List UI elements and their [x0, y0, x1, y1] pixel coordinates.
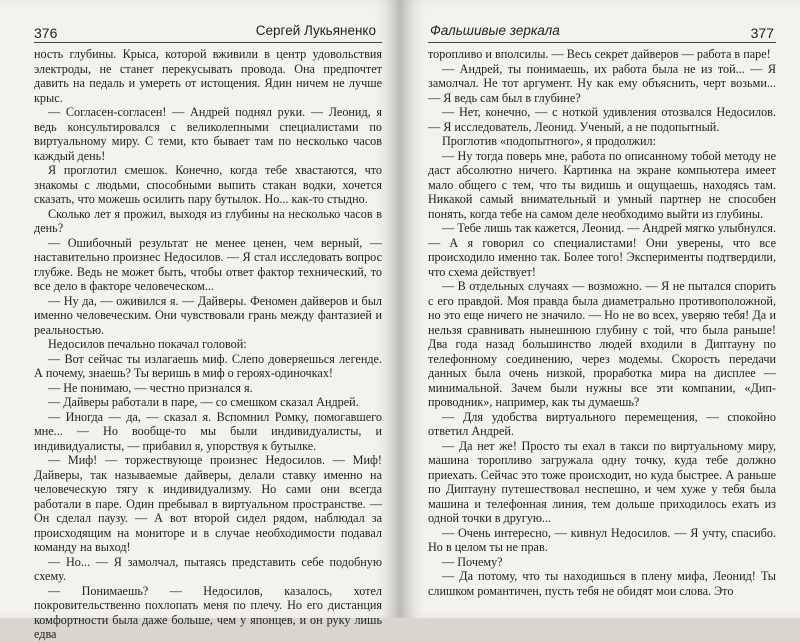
- paragraph: — Миф! — торжествующе произнес Недосилов. — Миф! Дайверы, так называемые дайверы, делали ставку именно на человеческую тягу к индивидуализму. Но сами они всегда работали в паре. Один пребывал в виртуальном пространстве. — Он сделал паузу. — А вот второй сидел рядом, наблюдал за происходящим на мониторе и в случае необходимости подавал команду на выход!: [34, 453, 382, 554]
- paragraph: — Ну да, — оживился я. — Дайверы. Феномен дайверов и был именно человеческим. Они чувствовали грань между фантазией и реальностью.: [34, 293, 382, 337]
- paragraph: — Дайверы работали в паре, — со смешком сказал Андрей.: [48, 395, 359, 409]
- paragraph: — Не понимаю, — честно признался я.: [48, 380, 253, 395]
- paragraph: — Вот сейчас ты излагаешь миф. Слепо доверяешься легенде. А почему, знаешь? Ты веришь в миф о героях-одиночках!: [34, 351, 382, 380]
- paragraph: Сколько лет я прожил, выходя из глубины на несколько часов в день?: [34, 206, 382, 235]
- right-page: [400, 0, 800, 618]
- paragraph: торопливо и вполсилы. — Весь секрет дайверов — работа в паре!: [428, 47, 771, 61]
- paragraph: — Понимаешь? — Недосилов, казалось, хотел покровительственно похлопать меня по плечу. Но его дистанция комфортности была даже больше, чем у японцев, и он руку лишь едва: [34, 583, 382, 641]
- paragraph: — Тебе лишь так кажется, Леонид. — Андрей мягко улыбнулся. — А я говорил со специалистами! Они уверены, что все происходило именно так. Более того! Эксперименты подтвердили, что схема действует!: [428, 221, 776, 279]
- paragraph: — Иногда — да, — сказал я. Вспомнил Ромку, помогавшего мне... — Но вообще-то мы были индивидуалисты, и индивидуалисты, — прибавил я, упорствуя к бутылке.: [34, 409, 382, 453]
- left-page: [0, 0, 400, 641]
- paragraph: — Согласен-согласен! — Андрей поднял руки. — Леонид, я ведь консультировался с великолепными специалистами по виртуальному миру. С теми, кто бывает там по несколько часов каждый день!: [34, 105, 382, 163]
- paragraph: — Да потому, что ты находишься в плену мифа, Леонид! Ты слишком романтичен, пусть тебя не обидят мои слова. Это: [428, 569, 776, 598]
- paragraph: — Ну тогда поверь мне, работа по описанному тобой методу не даст абсолютно ничего. Картинка на экране компьютера имеет мало общего с тем, что ты видишь и ощущаешь, находясь там. Никакой самый внимательный и умный партнер не способен понять, когда тебе на самом деле необходимо выйти из глубины.: [428, 148, 776, 221]
- paragraph: — Андрей, ты понимаешь, их работа была не из той... — Я замолчал. Не тот аргумент. Ну как ему объяснить, черт возьми... — Я ведь сам был в глубине?: [428, 61, 776, 105]
- page-number-right: 377: [750, 25, 774, 41]
- paragraph: — Но... — Я замолчал, пытаясь представить себе подобную схему.: [34, 554, 382, 583]
- paragraph: — Нет, конечно, — с ноткой удивления отозвался Недосилов. — Я исследователь, Леонид. Ученый, а не подопытный.: [428, 105, 776, 134]
- paragraph: Проглотив «подопытного», я продолжил:: [442, 134, 656, 148]
- paragraph: — Очень интересно, — кивнул Недосилов. — Я учту, спасибо. Но в целом ты не прав.: [428, 525, 776, 554]
- paragraph: Недосилов печально покачал головой:: [48, 337, 247, 351]
- paragraph: — Ошибочный результат не менее ценен, чем верный, — наставительно произнес Недосилов. — Я стал исследовать вопрос глубже. Ведь не может быть, чтобы ответ фактор технический, то все дело в факторе человеческом...: [34, 235, 382, 293]
- paragraph: ность глубины. Крыса, которой вживили в центр удовольствия электроды, не станет перекусывать провода. Она предпочтет давить на педаль и умереть от истощения. Ядин ничем не лучше крыс.: [34, 47, 382, 105]
- right-page-text: [428, 47, 776, 598]
- right-header: [428, 20, 776, 43]
- paragraph: — Почему?: [442, 554, 503, 569]
- paragraph: — В отдельных случаях — возможно. — Я не пытался спорить с его правдой. Моя правда была диаметрально противоположной, но это еще ничего не значило. — Но не во всех, уверяю тебя! Да и нельзя сравнивать нынешнюю глубину с той, что была раньше! Два года назад большинство людей входили в Диптауну по телефонному соединению, через модемы. Скорость передачи данных была очень низкой, проработка мира на дисплее — минимальной. Зачем были нужны все эти компании, «Дип-проводник», например, как ты думаешь?: [428, 279, 776, 409]
- page-number-left: 376: [34, 25, 58, 41]
- running-head-left: Сергей Лукьяненко: [255, 23, 376, 38]
- paragraph: — Для удобства виртуального перемещения, — спокойно ответил Андрей.: [428, 409, 776, 438]
- left-page-text: [34, 47, 382, 642]
- left-header: [34, 20, 382, 43]
- paragraph: Я проглотил смешок. Конечно, когда тебе хвастаются, что знакомы с людьми, способными выпить стакан водки, хочется сказать, что можешь осилить пару бутылок. Но... как-то стыдно.: [34, 163, 382, 206]
- running-head-right: Фальшивые зеркала: [430, 23, 560, 38]
- paragraph: — Да нет же! Просто ты ехал в такси по виртуальному миру, машина торопливо загружала одну точку, куда тебе должно приехать. Сейчас это тоже происходит, но куда быстрее. А раньше по Диптауну путешествовал неспешно, и чем хуже у тебя была машина и телефонная линия, тем дольше приходилось ехать из одной точки в другую...: [428, 438, 776, 525]
